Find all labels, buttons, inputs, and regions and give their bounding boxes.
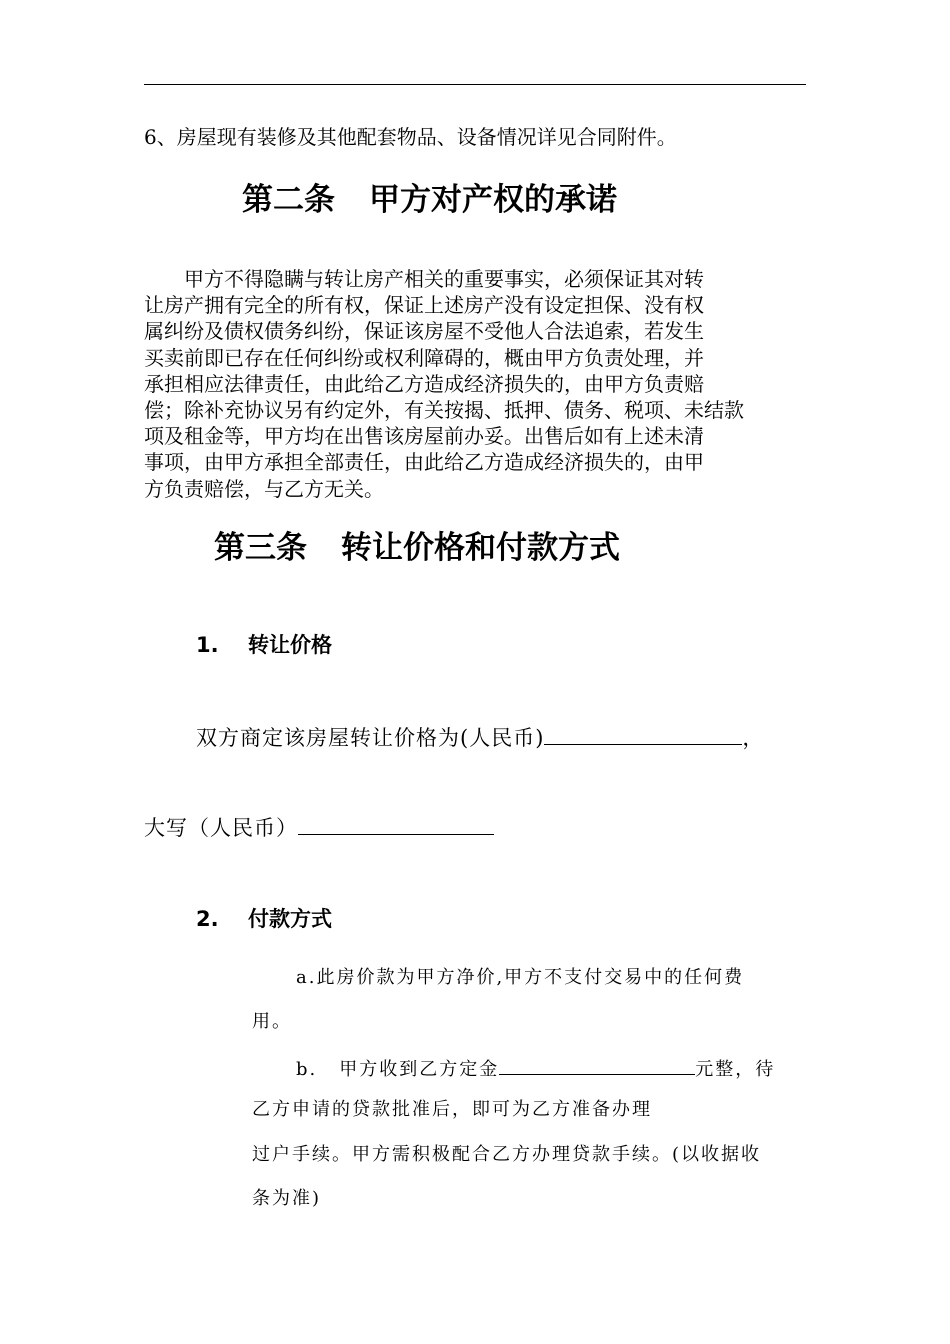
section-1-title: 转让价格 [248, 633, 332, 657]
price-label: 双方商定该房屋转让价格为(人民币) [196, 726, 545, 750]
article-2-number: 第二条 [242, 182, 335, 218]
article-3-heading [214, 528, 620, 568]
clause-item-6: 6、房屋现有装修及其他配套物品、设备情况详见合同附件。 [144, 125, 677, 149]
payment-b-line-4: 条为准) [252, 1188, 322, 1209]
payment-b-line-2: 乙方申请的贷款批准后，即可为乙方准备办理 [252, 1099, 652, 1120]
payment-a-line-2: 用。 [252, 1011, 292, 1032]
section-2-heading [196, 904, 332, 934]
deposit-label: 甲方收到乙方定金 [339, 1059, 500, 1080]
paragraph-line: 让房产拥有完全的所有权，保证上述房产没有设定担保、没有权 [144, 293, 704, 318]
article-2-title: 甲方对产权的承诺 [369, 182, 617, 218]
payment-b-label: b. [296, 1059, 318, 1080]
paragraph-line: 方负责赔偿，与乙方无关。 [144, 476, 384, 501]
payment-b-line-3: 过户手续。甲方需积极配合乙方办理贷款手续。(以收据收 [252, 1144, 762, 1165]
paragraph-line: 甲方不得隐瞒与转让房产相关的重要事实，必须保证其对转 [144, 267, 704, 291]
paragraph-line: 承担相应法律责任，由此给乙方造成经济损失的，由甲方负责赔 [144, 371, 704, 396]
price-blank-field[interactable] [544, 722, 742, 745]
paragraph-line: 事项，由甲方承担全部责任，由此给乙方造成经济损失的，由甲 [144, 450, 704, 475]
article-2-heading [242, 180, 617, 220]
caps-label: 大写（人民币） [144, 816, 298, 840]
payment-b-line-1 [296, 1052, 775, 1084]
article-3-number: 第三条 [214, 530, 307, 566]
header-rule [144, 84, 806, 85]
article-2-paragraph [144, 266, 816, 502]
section-2-title: 付款方式 [248, 907, 332, 931]
price-line [196, 722, 764, 753]
article-3-title: 转让价格和付款方式 [341, 530, 620, 566]
section-1-number: 1. [196, 633, 219, 657]
section-1-heading [196, 630, 332, 660]
deposit-suffix: 元整，待 [695, 1059, 776, 1080]
payment-a-line-1: a.此房价款为甲方净价,甲方不支付交易中的任何费 [296, 967, 745, 988]
caps-price-blank-field[interactable] [298, 812, 494, 835]
section-2-number: 2. [196, 907, 219, 931]
paragraph-line: 买卖前即已存在任何纠纷或权利障碍的，概由甲方负责处理，并 [144, 345, 704, 370]
deposit-blank-field[interactable] [499, 1052, 695, 1075]
caps-price-line [144, 812, 494, 843]
paragraph-line: 偿；除补充协议另有约定外，有关按揭、抵押、债务、税项、未结款 [144, 398, 744, 423]
paragraph-line: 属纠纷及债权债务纠纷，保证该房屋不受他人合法追索，若发生 [144, 319, 704, 344]
paragraph-line: 项及租金等，甲方均在出售该房屋前办妥。出售后如有上述未清 [144, 424, 704, 449]
price-suffix: ， [742, 726, 765, 750]
